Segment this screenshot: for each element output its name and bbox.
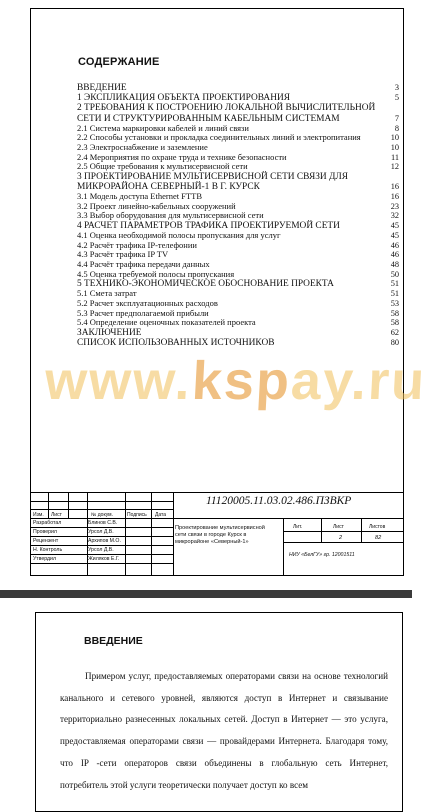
toc-item-page: 10 (390, 143, 399, 152)
toc-list (77, 83, 399, 348)
toc-item-title: ЗАКЛЮЧЕНИЕ (77, 327, 142, 338)
toc-item-page: 16 (390, 181, 399, 191)
toc-item-page: 46 (390, 240, 399, 250)
toc-item (77, 270, 399, 280)
toc-item-title: 2.4 Мероприятия по охране труда и технике безопасности (77, 151, 287, 162)
toc-item (77, 211, 399, 221)
intro-paragraph: Примером услуг, предоставляемых операторами связи на основе технологий канального и сетевого уровней, являются доступ в Интернет и связывание территориально разнесенных локальных сетей. Доступ в Интернет — это услуга, предоставляемая операторами связи — провайдерами Интернета. Благодаря тому, что IP -сети операторов связи объединены в глобальную сеть Интернет, потребитель этой услуги теоретически получает доступ ко всем (60, 671, 388, 790)
toc-heading: СОДЕРЖАНИЕ (78, 56, 160, 68)
col-list: Лист (51, 512, 62, 518)
toc-item-page: 12 (390, 162, 399, 172)
toc-item-page: 16 (390, 192, 399, 202)
toc-item-title: 2.1 Система маркировки кабелей и линий связи (77, 122, 249, 133)
toc-item-title: 5.4 Определение оценочных показателей проекта (77, 317, 256, 328)
toc-item-page: 23 (390, 201, 399, 211)
toc-item (77, 328, 399, 338)
toc-item-page: 58 (390, 318, 399, 328)
toc-item-title: 4.2 Расчёт трафика IP-телефонии (77, 239, 197, 250)
toc-item-title: 2 ТРЕБОВАНИЯ К ПОСТРОЕНИЮ ЛОКАЛЬНОЙ ВЫЧИСЛИТЕЛЬНОЙ СЕТИ И СТРУКТУРИРОВАННЫМ КАБЕЛЬНЫМ СИСТЕМАМ (77, 103, 376, 124)
toc-item-page: 62 (390, 327, 399, 337)
toc-item-title: 3.2 Проект линейно-кабельных сооружений (77, 200, 236, 211)
col-sheet: Лист (333, 524, 344, 530)
toc-item (77, 338, 399, 348)
stamp-row: Утвердил Жиляков Е.Г. (33, 556, 120, 562)
stamp-row: Проверил Урсол Д.В. (33, 529, 114, 535)
toc-item-title: 4 РАСЧЕТ ПАРАМЕТРОВ ТРАФИКА ПРОЕКТИРУЕМОЙ СЕТИ (77, 220, 340, 231)
toc-item-title: 5 ТЕХНИКО-ЭКОНОМИЧЕСКОЕ ОБОСНОВАНИЕ ПРОЕКТА (77, 279, 334, 290)
toc-item-title: 5.3 Расчет предполагаемой прибыли (77, 307, 209, 318)
toc-item-page: 7 (394, 113, 399, 123)
title-block (31, 492, 403, 575)
watermark: www.kspay.ru (43, 351, 428, 411)
sheets-total: 82 (375, 535, 382, 541)
toc-item-page: 10 (390, 133, 399, 143)
project-title: Проектирование мультисервисной сети связи в городе Курск в микрорайоне «Северный-1» (175, 525, 265, 545)
intro-heading: ВВЕДЕНИЕ (84, 635, 143, 647)
toc-item-title: 3.3 Выбор оборудования для мультисервисной сети (77, 210, 264, 221)
stamp-row: Рецензент Архипов М.О. (33, 538, 121, 544)
toc-item-title: 2.5 Общие требования к мультисервисной сети (77, 161, 248, 172)
toc-item-page: 58 (390, 308, 399, 318)
toc-item-page: 48 (390, 259, 399, 269)
toc-item-title: 4.1 Оценка необходимой полосы пропускания для услуг (77, 230, 281, 241)
toc-item-title: 5.2 Расчет эксплуатационных расходов (77, 297, 218, 308)
toc-item-page: 11 (391, 152, 399, 162)
toc-item-title: 4.4 Расчёт трафика передачи данных (77, 258, 210, 269)
toc-item (77, 318, 399, 328)
toc-item-page: 50 (390, 269, 399, 279)
toc-item (77, 172, 399, 192)
col-doc-no: № докум. (91, 512, 113, 518)
col-date: Дата (155, 512, 167, 518)
page-separator (0, 590, 412, 598)
toc-item-title: 3 ПРОЕКТИРОВАНИЕ МУЛЬТИСЕРВИСНОЙ СЕТИ СВЯЗИ ДЛЯ МИКРОРАЙОНА СЕВЕРНЫЙ-1 В Г. КУРСК (77, 171, 349, 192)
toc-item-title: 4.3 Расчёт трафика IP TV (77, 249, 169, 260)
toc-item-page: 8 (394, 123, 399, 133)
toc-item-title: СПИСОК ИСПОЛЬЗОВАННЫХ ИСТОЧНИКОВ (77, 337, 275, 348)
stamp-row: Н. Контроль Урсол Д.В. (33, 547, 114, 553)
col-sheets: Листов (369, 524, 386, 530)
stamp-row: Разработал Блинов С.В. (33, 520, 118, 526)
toc-item-title: 5.1 Смета затрат (77, 288, 137, 299)
toc-item (77, 162, 399, 172)
toc-item-page: 5 (394, 93, 399, 103)
intro-page (0, 598, 412, 790)
toc-item-page: 45 (390, 231, 399, 241)
toc-item-page: 51 (390, 289, 399, 299)
toc-item (77, 103, 399, 123)
toc-item (77, 83, 399, 93)
col-sign: Подпись (127, 512, 147, 518)
col-lit: Лит. (293, 524, 303, 530)
toc-item-title: 2.3 Электроснабжение и заземление (77, 142, 208, 152)
toc-item-title: 2.2 Способы установки и прокладка соединительных линий и электропитания (77, 132, 361, 143)
organization: НИУ «БелГУ» гр. 12001511 (289, 552, 355, 558)
document-code: 11120005.11.03.02.486.ПЗВКР (206, 495, 352, 507)
toc-item-page: 51 (390, 279, 399, 289)
toc-item-title: 1 ЭКСПЛИКАЦИЯ ОБЪЕКТА ПРОЕКТИРОВАНИЯ (77, 93, 290, 104)
toc-item-title: 4.5 Оценка требуемой полосы пропускания (77, 268, 235, 279)
toc-item-page: 3 (394, 83, 399, 92)
sheet-number: 2 (339, 535, 343, 541)
toc-item-page: 46 (390, 250, 399, 260)
toc-item-title: 3.1 Модель доступа Ethernet FTTB (77, 191, 202, 202)
col-izm: Изм. (33, 512, 44, 518)
toc-item-page: 80 (390, 337, 399, 347)
toc-item-page: 53 (390, 298, 399, 308)
toc-item (77, 93, 399, 103)
toc-item-title: ВВЕДЕНИЕ (77, 83, 127, 93)
toc-item-page: 32 (390, 211, 399, 221)
toc-item-page: 45 (390, 220, 399, 230)
